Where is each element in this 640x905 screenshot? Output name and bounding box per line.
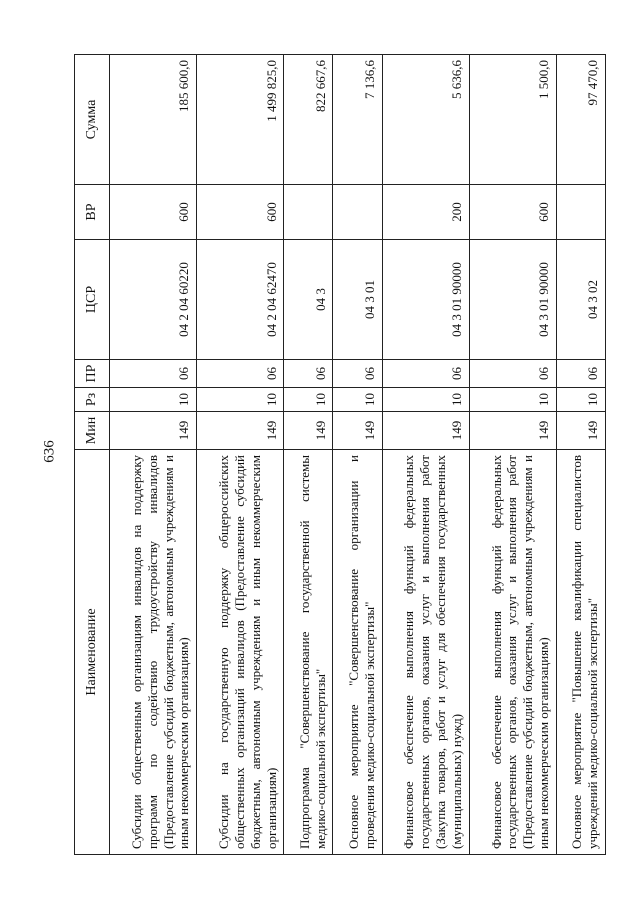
cell-csr: 04 3 01 90000 bbox=[382, 240, 469, 360]
cell-min: 149 bbox=[110, 412, 197, 450]
cell-sum: 5 636,6 bbox=[382, 55, 469, 185]
table-row bbox=[469, 55, 556, 855]
cell-pr: 06 bbox=[333, 360, 382, 388]
cell-min: 149 bbox=[469, 412, 556, 450]
cell-pr: 06 bbox=[284, 360, 333, 388]
cell-min: 149 bbox=[197, 412, 284, 450]
cell-csr: 04 3 01 bbox=[333, 240, 382, 360]
cell-name: Основное мероприятие "Повышение квалификации специалистов учреждений медико-социальной экспертизы" bbox=[556, 450, 605, 855]
cell-vr: 600 bbox=[197, 185, 284, 240]
cell-csr: 04 3 bbox=[284, 240, 333, 360]
table-header-row bbox=[75, 55, 110, 855]
header-vr: ВР bbox=[75, 185, 110, 240]
cell-pr: 06 bbox=[197, 360, 284, 388]
cell-name: Основное мероприятие "Совершенствование организации и проведения медико-социальной экспертизы" bbox=[333, 450, 382, 855]
cell-csr: 04 3 02 bbox=[556, 240, 605, 360]
cell-min: 149 bbox=[333, 412, 382, 450]
header-rz: Рз bbox=[75, 388, 110, 412]
cell-pr: 06 bbox=[556, 360, 605, 388]
cell-csr: 04 3 01 90000 bbox=[469, 240, 556, 360]
cell-min: 149 bbox=[284, 412, 333, 450]
cell-rz: 10 bbox=[110, 388, 197, 412]
table-row bbox=[284, 55, 333, 855]
cell-name: Субсидии на государственную поддержку общероссийских общественных организаций инвалидов (Предоставление субсидий бюджетным, автономным учреждениям и иным некоммерческим организациям) bbox=[197, 450, 284, 855]
header-min: Мин bbox=[75, 412, 110, 450]
cell-vr bbox=[333, 185, 382, 240]
cell-vr: 600 bbox=[110, 185, 197, 240]
table-row bbox=[556, 55, 605, 855]
cell-vr bbox=[556, 185, 605, 240]
cell-sum: 1 500,0 bbox=[469, 55, 556, 185]
cell-sum: 1 499 825,0 bbox=[197, 55, 284, 185]
cell-rz: 10 bbox=[556, 388, 605, 412]
header-csr: ЦСР bbox=[75, 240, 110, 360]
header-name: Наименование bbox=[75, 450, 110, 855]
table-row bbox=[197, 55, 284, 855]
cell-min: 149 bbox=[556, 412, 605, 450]
table-row bbox=[110, 55, 197, 855]
table-row bbox=[333, 55, 382, 855]
table-row bbox=[382, 55, 469, 855]
cell-name: Подпрограмма "Совершенствование государственной системы медико-социальной экспертизы" bbox=[284, 450, 333, 855]
cell-rz: 10 bbox=[284, 388, 333, 412]
cell-min: 149 bbox=[382, 412, 469, 450]
cell-sum: 97 470,0 bbox=[556, 55, 605, 185]
table-rotated-wrapper bbox=[74, 55, 606, 855]
page-number: 636 bbox=[41, 440, 58, 463]
header-pr: ПР bbox=[75, 360, 110, 388]
cell-sum: 185 600,0 bbox=[110, 55, 197, 185]
header-sum: Сумма bbox=[75, 55, 110, 185]
cell-pr: 06 bbox=[110, 360, 197, 388]
cell-name: Финансовое обеспечение выполнения функций федеральных государственных органов, оказания услуг и выполнения работ (Предоставление субсидий бюджетным, автономным учреждениям и иным некоммерческим организациям) bbox=[469, 450, 556, 855]
cell-pr: 06 bbox=[382, 360, 469, 388]
cell-rz: 10 bbox=[469, 388, 556, 412]
cell-name: Финансовое обеспечение выполнения функций федеральных государственных органов, оказания услуг и выполнения работ (Закупка товаров, работ и услуг для обеспечения государственных (муниципальных) нужд) bbox=[382, 450, 469, 855]
cell-rz: 10 bbox=[333, 388, 382, 412]
cell-vr: 600 bbox=[469, 185, 556, 240]
cell-vr bbox=[284, 185, 333, 240]
cell-csr: 04 2 04 60220 bbox=[110, 240, 197, 360]
cell-rz: 10 bbox=[382, 388, 469, 412]
cell-vr: 200 bbox=[382, 185, 469, 240]
budget-table bbox=[74, 54, 606, 855]
cell-pr: 06 bbox=[469, 360, 556, 388]
cell-sum: 822 667,6 bbox=[284, 55, 333, 185]
cell-csr: 04 2 04 62470 bbox=[197, 240, 284, 360]
cell-sum: 7 136,6 bbox=[333, 55, 382, 185]
cell-rz: 10 bbox=[197, 388, 284, 412]
cell-name: Субсидии общественным организациям инвалидов на поддержку программ по содействию трудоустройству инвалидов (Предоставление субсидий бюджетным, автономным учреждениям и иным некоммерческим организациям) bbox=[110, 450, 197, 855]
